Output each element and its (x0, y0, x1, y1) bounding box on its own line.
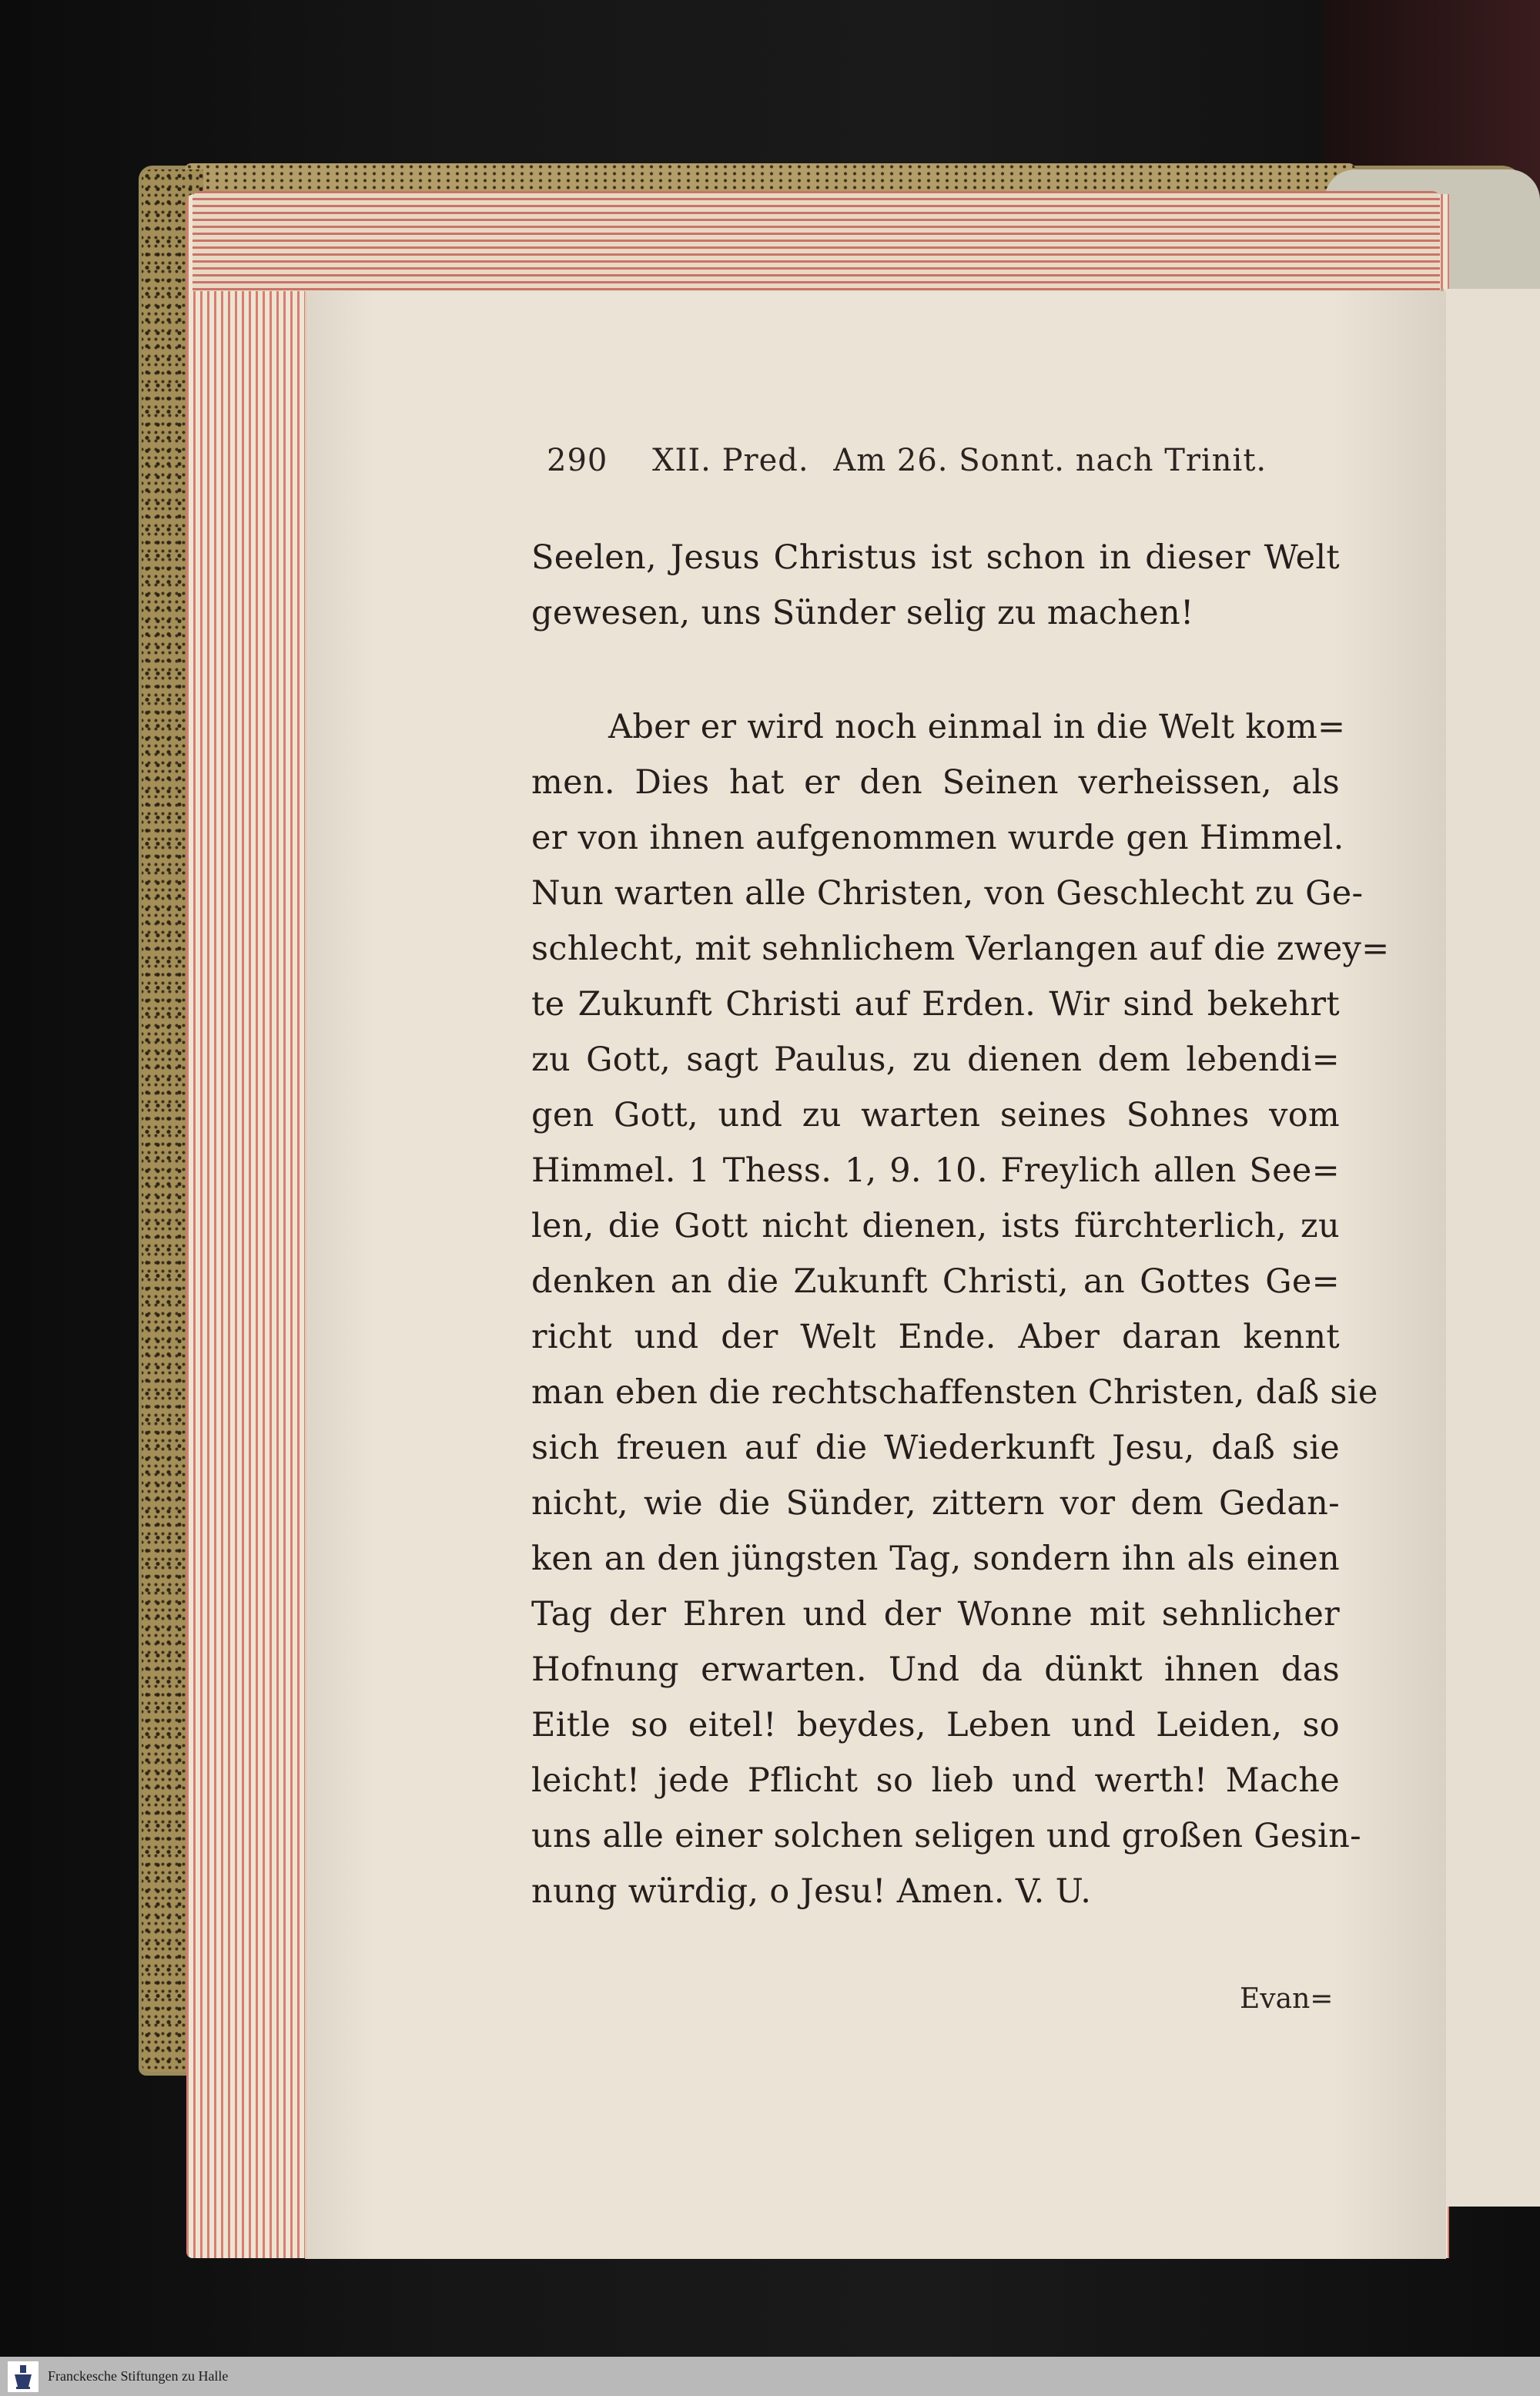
text-line: Himmel. 1 Thess. 1, 9. 10. Freylich allen See= (531, 1151, 1340, 1190)
page-stack-top-edges (192, 191, 1440, 291)
sermon-occasion: Am 26. Sonnt. nach Trinit. (833, 443, 1267, 478)
text-line: richt und der Welt Ende. Aber daran kennt (531, 1318, 1340, 1356)
text-line: Hofnung erwarten. Und da dünkt ihnen das (531, 1650, 1340, 1689)
text-line: Seelen, Jesus Christus ist schon in dieser Welt (531, 538, 1340, 577)
text-line: zu Gott, sagt Paulus, zu dienen dem lebendi= (531, 1041, 1340, 1079)
page-number: 290 (547, 443, 608, 478)
text-line: denken an die Zukunft Christi, an Gottes Ge= (531, 1262, 1340, 1301)
text-line: Eitle so eitel! beydes, Leben und Leiden, so (531, 1706, 1340, 1744)
footer-bar (0, 2357, 1540, 2396)
text-line: schlecht, mit sehnlichem Verlangen auf die zwey= (531, 930, 1390, 968)
text-line: sich freuen auf die Wiederkunft Jesu, daß sie (531, 1429, 1340, 1467)
text-line: te Zukunft Christi auf Erden. Wir sind bekehrt (531, 985, 1340, 1024)
text-line: Aber er wird noch einmal in die Welt kom= (608, 708, 1346, 746)
paragraph-gap (531, 641, 1340, 699)
text-line: leicht! jede Pflicht so lieb und werth! Mache (531, 1761, 1340, 1800)
text-line: len, die Gott nicht dienen, ists fürchterlich, zu (531, 1207, 1340, 1245)
text-line: nicht, wie die Sünder, zittern vor dem Gedan- (531, 1484, 1340, 1523)
text-line: Nun warten alle Christen, von Geschlecht zu Ge- (531, 874, 1364, 913)
text-line: er von ihnen aufgenommen wurde gen Himmel. (531, 819, 1344, 857)
institution-logo-icon (8, 2361, 38, 2392)
page-text (531, 530, 1390, 1919)
facing-page (1441, 289, 1540, 2207)
sermon-number: XII. Pred. (652, 443, 809, 478)
running-head (547, 443, 1317, 478)
text-line: gewesen, uns Sünder selig zu machen! (531, 594, 1194, 632)
catchword: Evan= (1240, 1983, 1334, 2015)
text-line: ken an den jüngsten Tag, sondern ihn als einen (531, 1540, 1340, 1578)
text-line: gen Gott, und zu warten seines Sohnes vom (531, 1096, 1340, 1134)
text-line: nung würdig, o Jesu! Amen. V. U. (531, 1872, 1092, 1911)
text-line: man eben die rechtschaffensten Christen, daß sie (531, 1373, 1378, 1412)
institution-name[interactable]: Franckesche Stiftungen zu Halle (48, 2368, 229, 2384)
text-line: Tag der Ehren und der Wonne mit sehnlicher (531, 1595, 1340, 1634)
text-line: men. Dies hat er den Seinen verheissen, als (531, 763, 1340, 802)
text-line: uns alle einer solchen seligen und großen Gesin- (531, 1817, 1361, 1855)
